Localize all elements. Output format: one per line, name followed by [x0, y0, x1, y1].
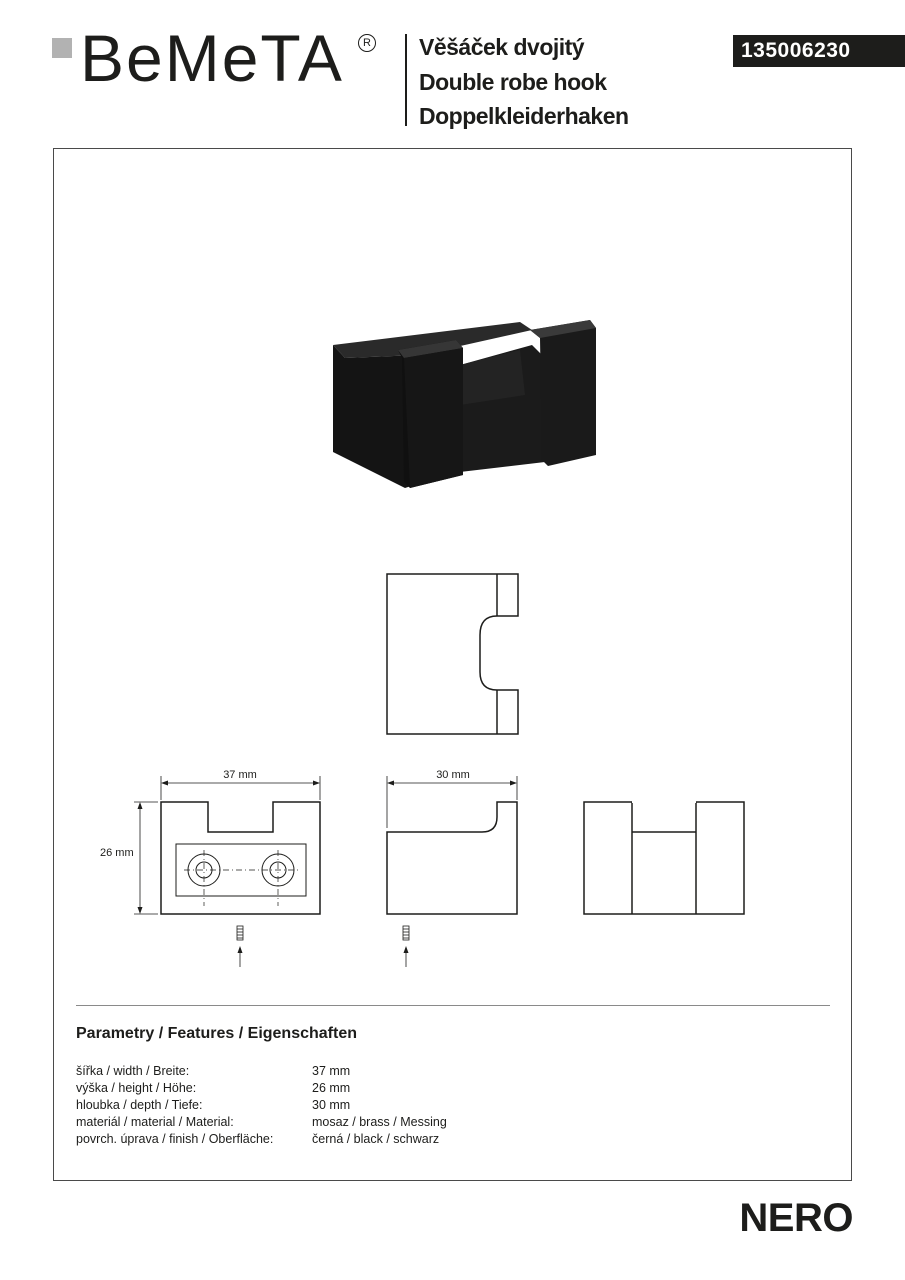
spec-value: mosaz / brass / Messing [312, 1115, 447, 1129]
spec-value: 30 mm [312, 1098, 351, 1112]
spec-label: šířka / width / Breite: [76, 1064, 190, 1078]
spec-label: hloubka / depth / Tiefe: [76, 1098, 203, 1112]
spec-row-depth [76, 1097, 447, 1114]
spec-value: 37 mm [312, 1064, 351, 1078]
title-english: Double robe hook [419, 68, 607, 95]
registered-trademark-icon: R [358, 34, 376, 52]
spec-value: černá / black / schwarz [312, 1132, 440, 1146]
title-german: Doppelkleiderhaken [419, 103, 629, 129]
rear-view-drawing [584, 802, 744, 914]
section-divider [76, 1005, 830, 1006]
brand-logo: BeMeTA [80, 21, 344, 95]
spec-label: výška / height / Höhe: [76, 1081, 197, 1095]
top-view-drawing [387, 574, 518, 734]
spec-row-height [76, 1080, 447, 1097]
side-view-drawing [387, 802, 517, 914]
depth-dimension-label: 30 mm [436, 769, 470, 781]
height-dimension-label: 26 mm [100, 847, 134, 859]
features-heading: Parametry / Features / Eigenschaften [76, 1025, 357, 1042]
series-name: NERO [739, 1196, 853, 1240]
front-view-drawing [161, 802, 320, 914]
screw-icon [237, 926, 243, 967]
product-image [333, 320, 596, 488]
spec-value: 26 mm [312, 1081, 351, 1095]
spec-label: materiál / material / Material: [76, 1115, 234, 1129]
features-table [76, 1063, 447, 1148]
width-dimension-label: 37 mm [223, 769, 257, 781]
spec-row-width [76, 1063, 447, 1080]
height-dimension [134, 802, 158, 914]
product-code-badge: 135006230 [733, 35, 905, 67]
spec-label: povrch. úprava / finish / Oberfläche: [76, 1132, 274, 1146]
title-czech: Věšáček dvojitý [419, 34, 585, 60]
spec-row-material [76, 1114, 447, 1131]
screw-icon [403, 926, 409, 967]
spec-row-finish [76, 1131, 447, 1148]
